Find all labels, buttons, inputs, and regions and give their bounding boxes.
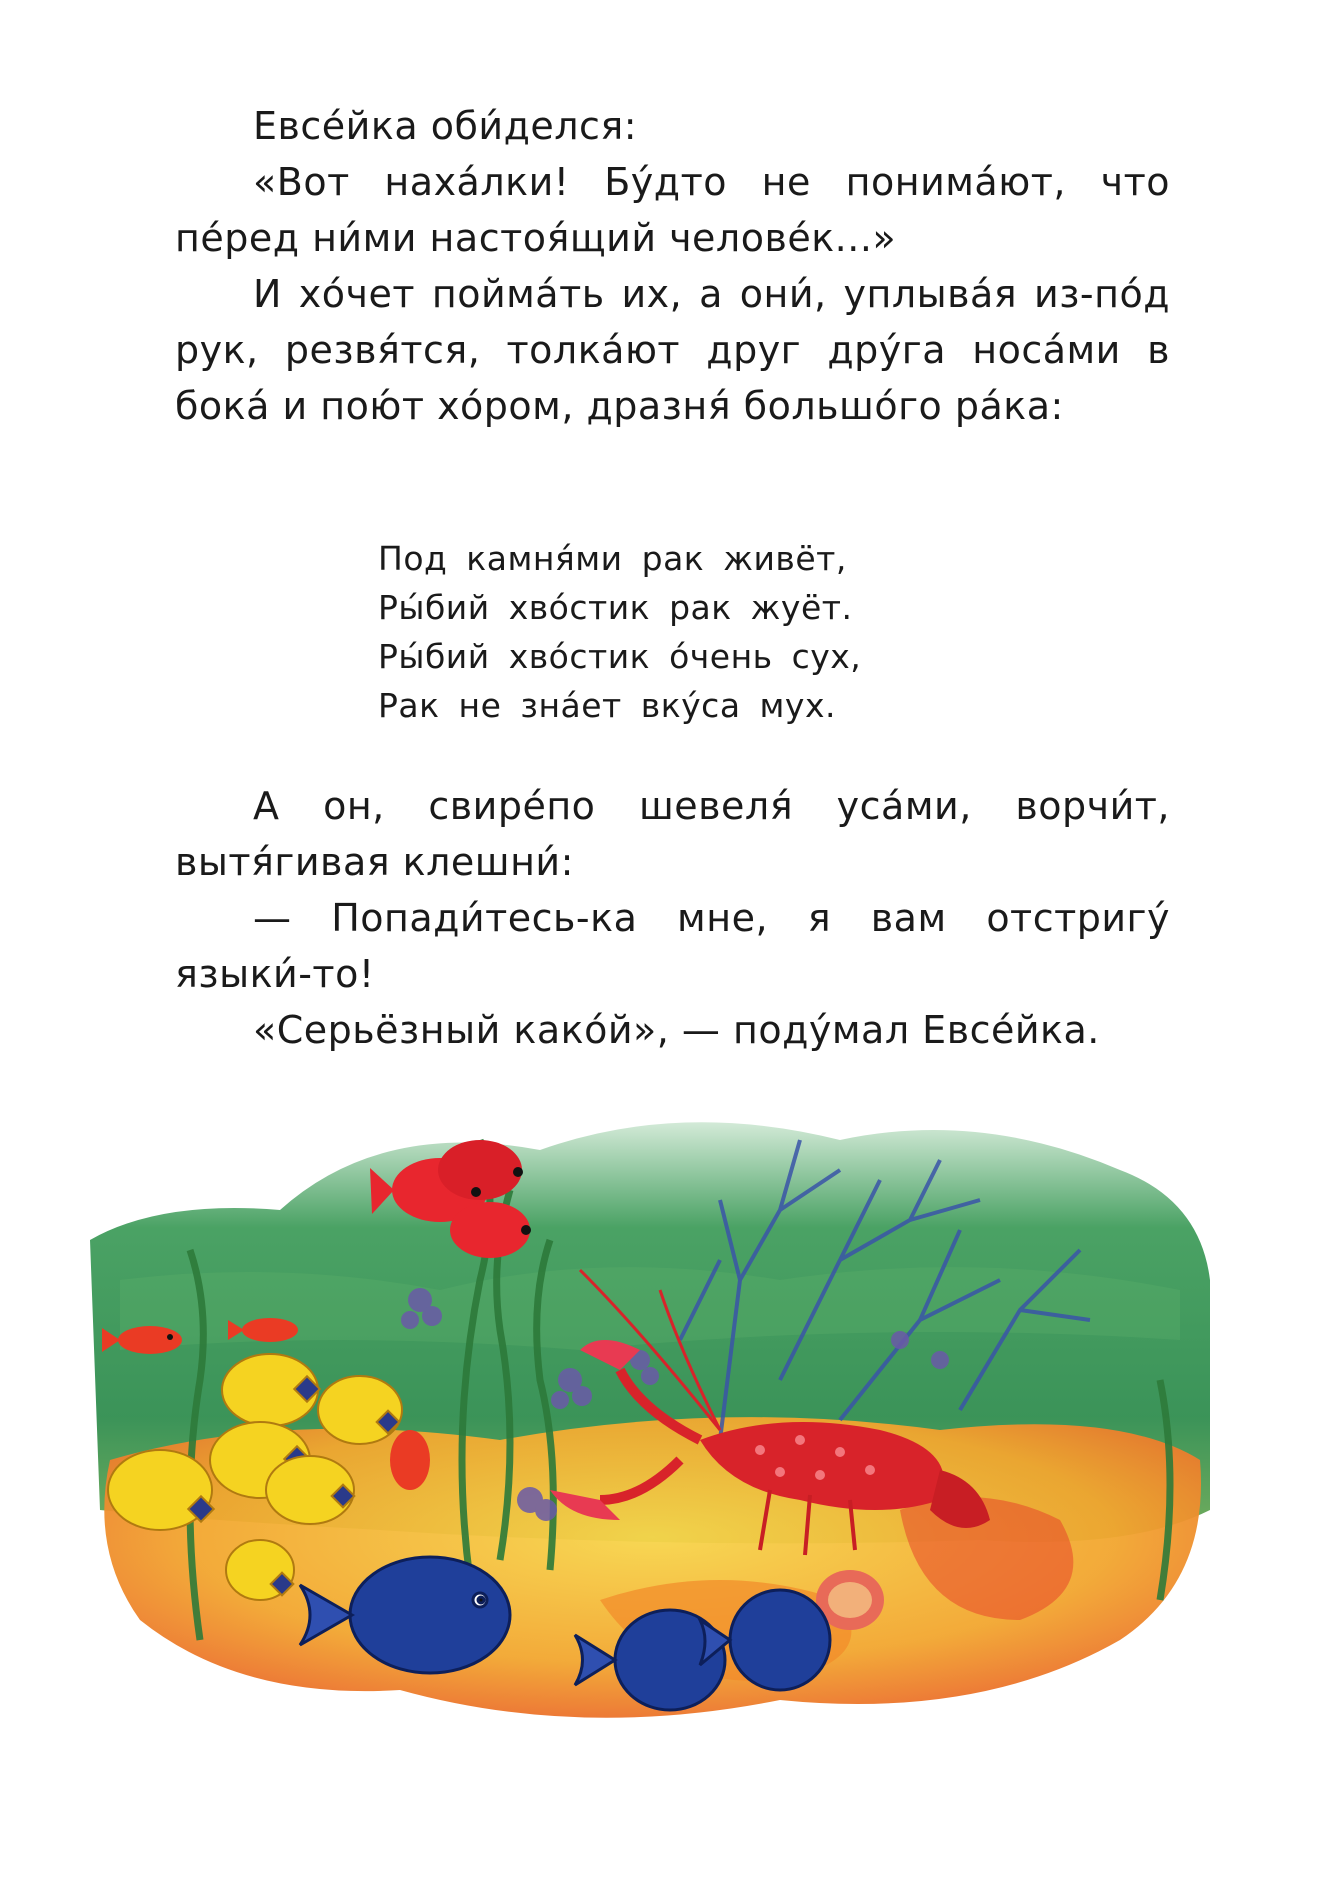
poem-stanza (378, 534, 861, 730)
paragraph-1: Евсе́йка оби́делся: (253, 104, 638, 148)
paragraph-2: «Вот наха́лки! Бу́дто не понима́ют, что пе́ред ни́ми настоя́щий челове́к...» (175, 160, 1170, 260)
poem-line-4: Рак не зна́ет вку́са мух. (378, 686, 836, 725)
paragraph-5: — Попади́тесь-ка мне, я вам отстригу́ языки́-то! (175, 896, 1170, 996)
underwater-illustration (80, 1080, 1220, 1760)
prose-bottom (175, 778, 1170, 1058)
paragraph-3: И хо́чет пойма́ть их, а они́, уплыва́я из-по́д рук, резвя́тся, толка́ют друг дру́га носа́ми в бока́ и пою́т хо́ром, дразня́ большо́го ра́ка: (175, 272, 1170, 428)
prose-top (175, 98, 1170, 434)
poem-line-2: Ры́бий хво́стик рак жуёт. (378, 588, 853, 627)
poem-line-3: Ры́бий хво́стик о́чень сух, (378, 637, 862, 676)
paragraph-4: А он, свире́по шевеля́ уса́ми, ворчи́т, вытя́гивая клешни́: (175, 784, 1170, 884)
paragraph-6: «Серьёзный како́й», — поду́мал Евсе́йка. (253, 1008, 1100, 1052)
poem-line-1: Под камня́ми рак живёт, (378, 539, 847, 578)
